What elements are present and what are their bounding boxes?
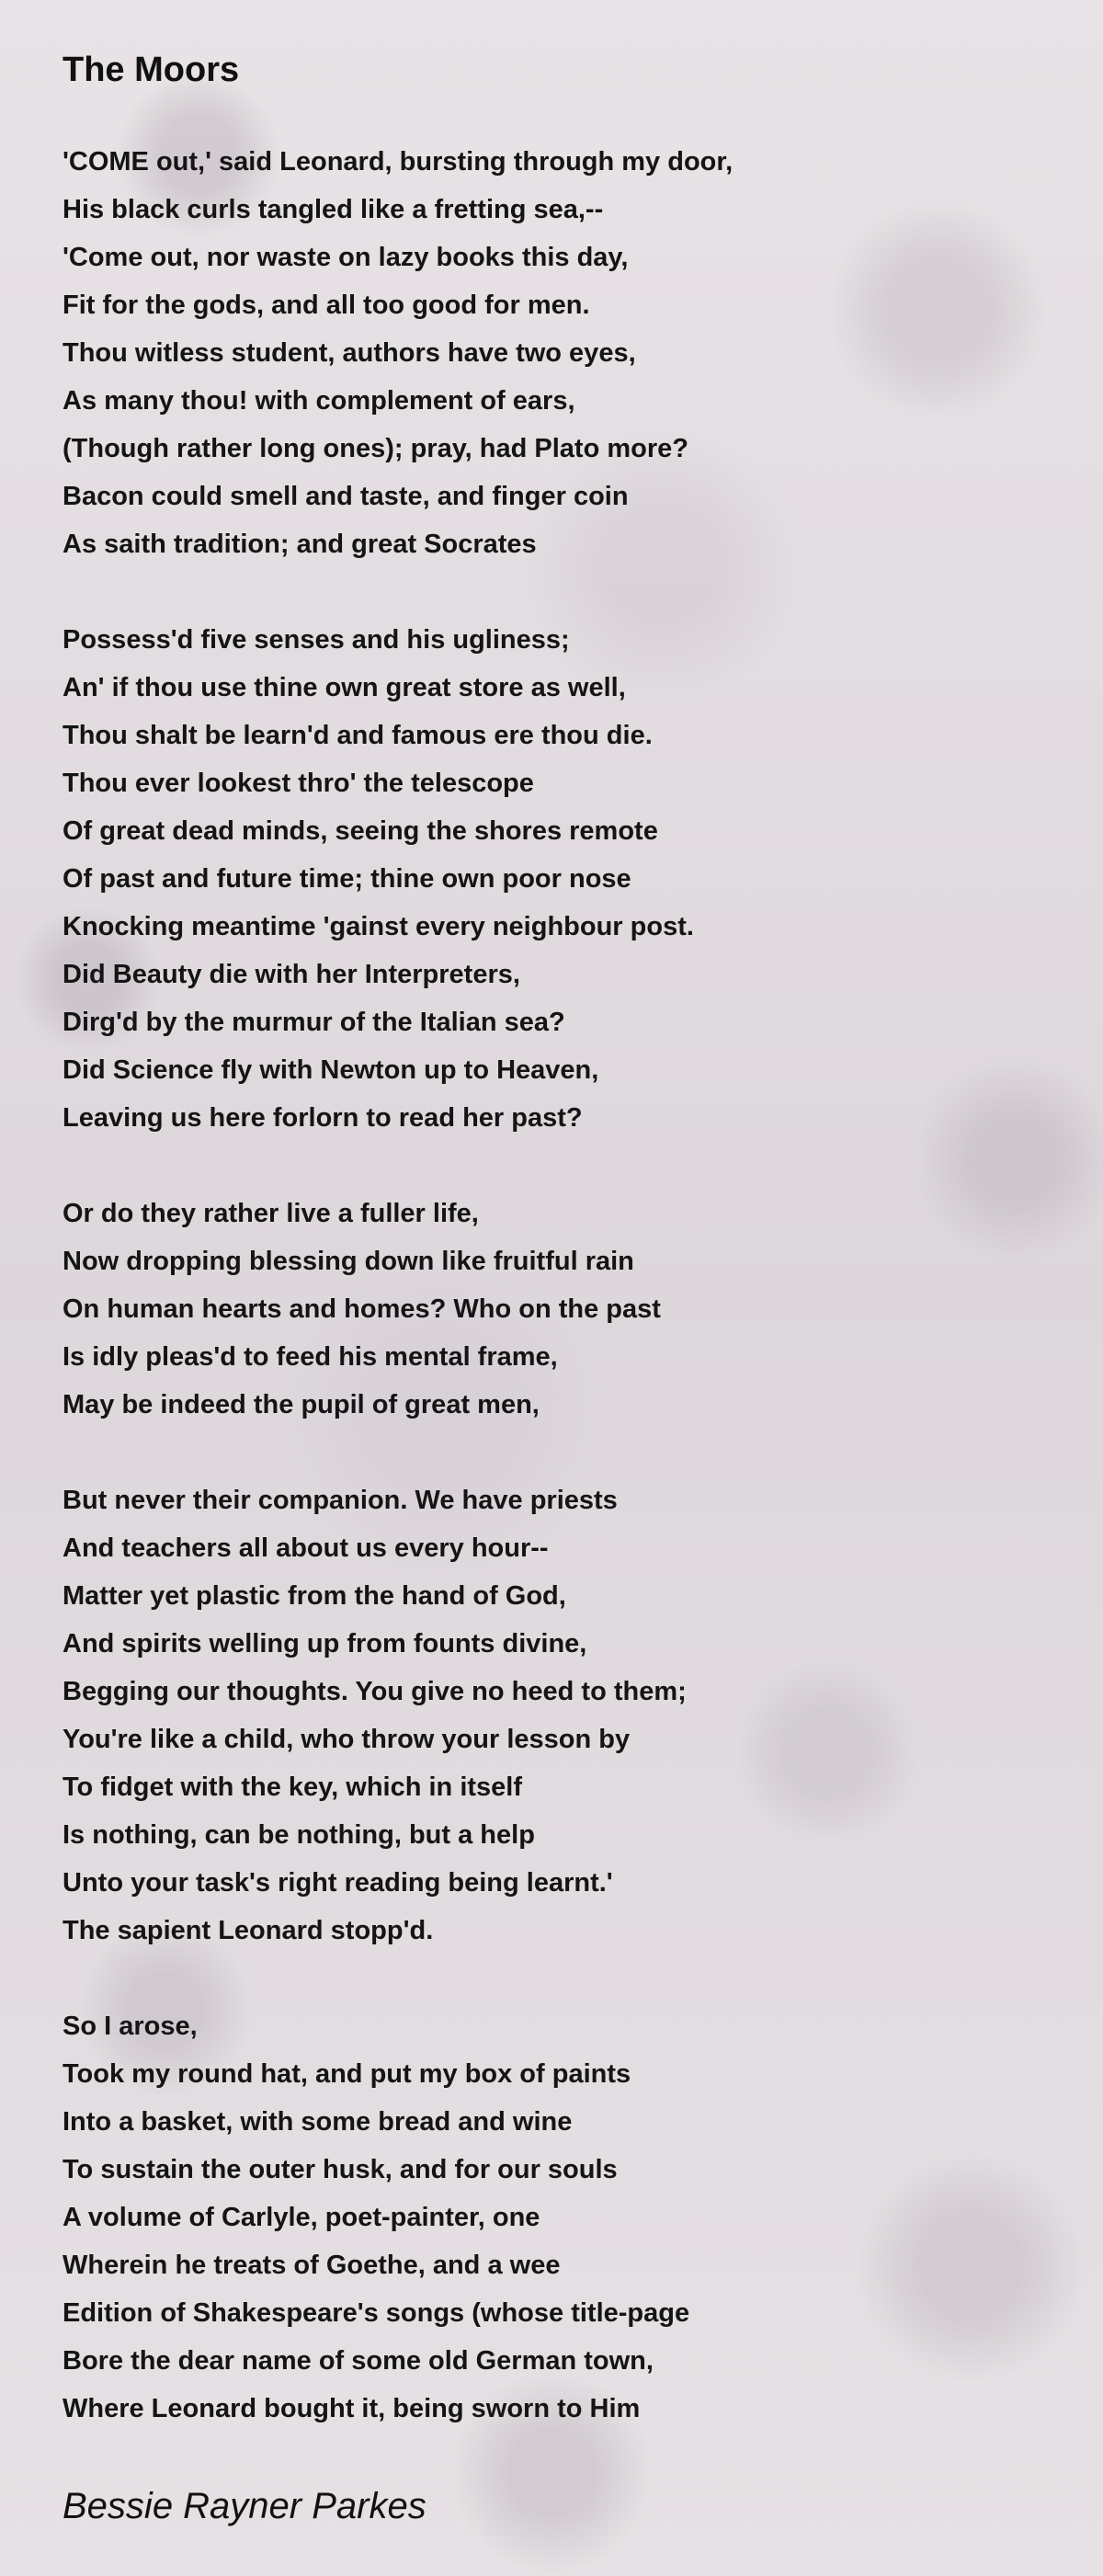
poem-line: Is idly pleas'd to feed his mental frame, [63, 1342, 558, 1372]
poem-line: So I arose, [63, 2012, 198, 2041]
poem-author: Bessie Rayner Parkes [63, 2486, 426, 2526]
poem-stanza [63, 1190, 1055, 1429]
poem-stanza [63, 2002, 1055, 2433]
poem-line: Into a basket, with some bread and wine [63, 2107, 573, 2137]
poem-line: Did Beauty die with her Interpreters, [63, 960, 520, 989]
poem-line: Dirg'd by the murmur of the Italian sea? [63, 1008, 565, 1037]
poem-line: Took my round hat, and put my box of paints [63, 2059, 631, 2089]
poem-line: On human hearts and homes? Who on the past [63, 1294, 661, 1324]
poem-line: To sustain the outer husk, and for our souls [63, 2155, 618, 2184]
poem-line: As many thou! with complement of ears, [63, 386, 575, 416]
poem-line: Where Leonard bought it, being sworn to Him [63, 2394, 641, 2423]
poem-line: Is nothing, can be nothing, but a help [63, 1820, 535, 1850]
poem-line: But never their companion. We have priests [63, 1486, 618, 1515]
poem-line: Unto your task's right reading being learnt.' [63, 1868, 613, 1898]
poem-line: Bore the dear name of some old German town, [63, 2346, 654, 2376]
poem-line: Wherein he treats of Goethe, and a wee [63, 2251, 561, 2280]
poem-line: Bacon could smell and taste, and finger coin [63, 482, 629, 511]
poem-line: Begging our thoughts. You give no heed to them; [63, 1677, 687, 1706]
poem-line: And spirits welling up from founts divine, [63, 1629, 587, 1658]
poem-title: The Moors [63, 51, 240, 89]
poem-line: Thou shalt be learn'd and famous ere thou die. [63, 721, 653, 750]
poem-stanza [63, 616, 1055, 1142]
poem-line: Thou witless student, authors have two eyes, [63, 338, 636, 368]
poem-line: Of past and future time; thine own poor nose [63, 864, 631, 894]
poem-line: (Though rather long ones); pray, had Plato more? [63, 434, 688, 463]
poem-line: May be indeed the pupil of great men, [63, 1390, 540, 1419]
poem-line: 'Come out, nor waste on lazy books this day, [63, 243, 629, 272]
poem-line: An' if thou use thine own great store as well, [63, 673, 626, 702]
poem-stanza [63, 138, 1055, 568]
poem-stanza [63, 1476, 1055, 1955]
poem-line: Fit for the gods, and all too good for men. [63, 291, 590, 320]
poem-line: Possess'd five senses and his ugliness; [63, 625, 570, 655]
poem-line: As saith tradition; and great Socrates [63, 530, 537, 559]
poem-body [63, 138, 1055, 2480]
poem-line: Knocking meantime 'gainst every neighbour post. [63, 912, 694, 941]
poem-line: You're like a child, who throw your lesson by [63, 1725, 631, 1754]
poem-line: Matter yet plastic from the hand of God, [63, 1581, 566, 1611]
poem-line: Or do they rather live a fuller life, [63, 1199, 479, 1228]
poem-line: 'COME out,' said Leonard, bursting through my door, [63, 147, 733, 177]
poem-line: Thou ever lookest thro' the telescope [63, 769, 534, 798]
poem-line: Of great dead minds, seeing the shores remote [63, 816, 658, 846]
poem-line: Did Science fly with Newton up to Heaven, [63, 1055, 599, 1085]
poem-line: Now dropping blessing down like fruitful rain [63, 1247, 634, 1276]
poem-line: Edition of Shakespeare's songs (whose title-page [63, 2298, 690, 2328]
poem-line: Leaving us here forlorn to read her past? [63, 1103, 583, 1133]
poem-line: To fidget with the key, which in itself [63, 1772, 523, 1802]
poem-line: A volume of Carlyle, poet-painter, one [63, 2203, 540, 2232]
poem-line: The sapient Leonard stopp'd. [63, 1916, 434, 1945]
poem-line: His black curls tangled like a fretting sea,-- [63, 195, 604, 224]
poem-line: And teachers all about us every hour-- [63, 1533, 549, 1563]
